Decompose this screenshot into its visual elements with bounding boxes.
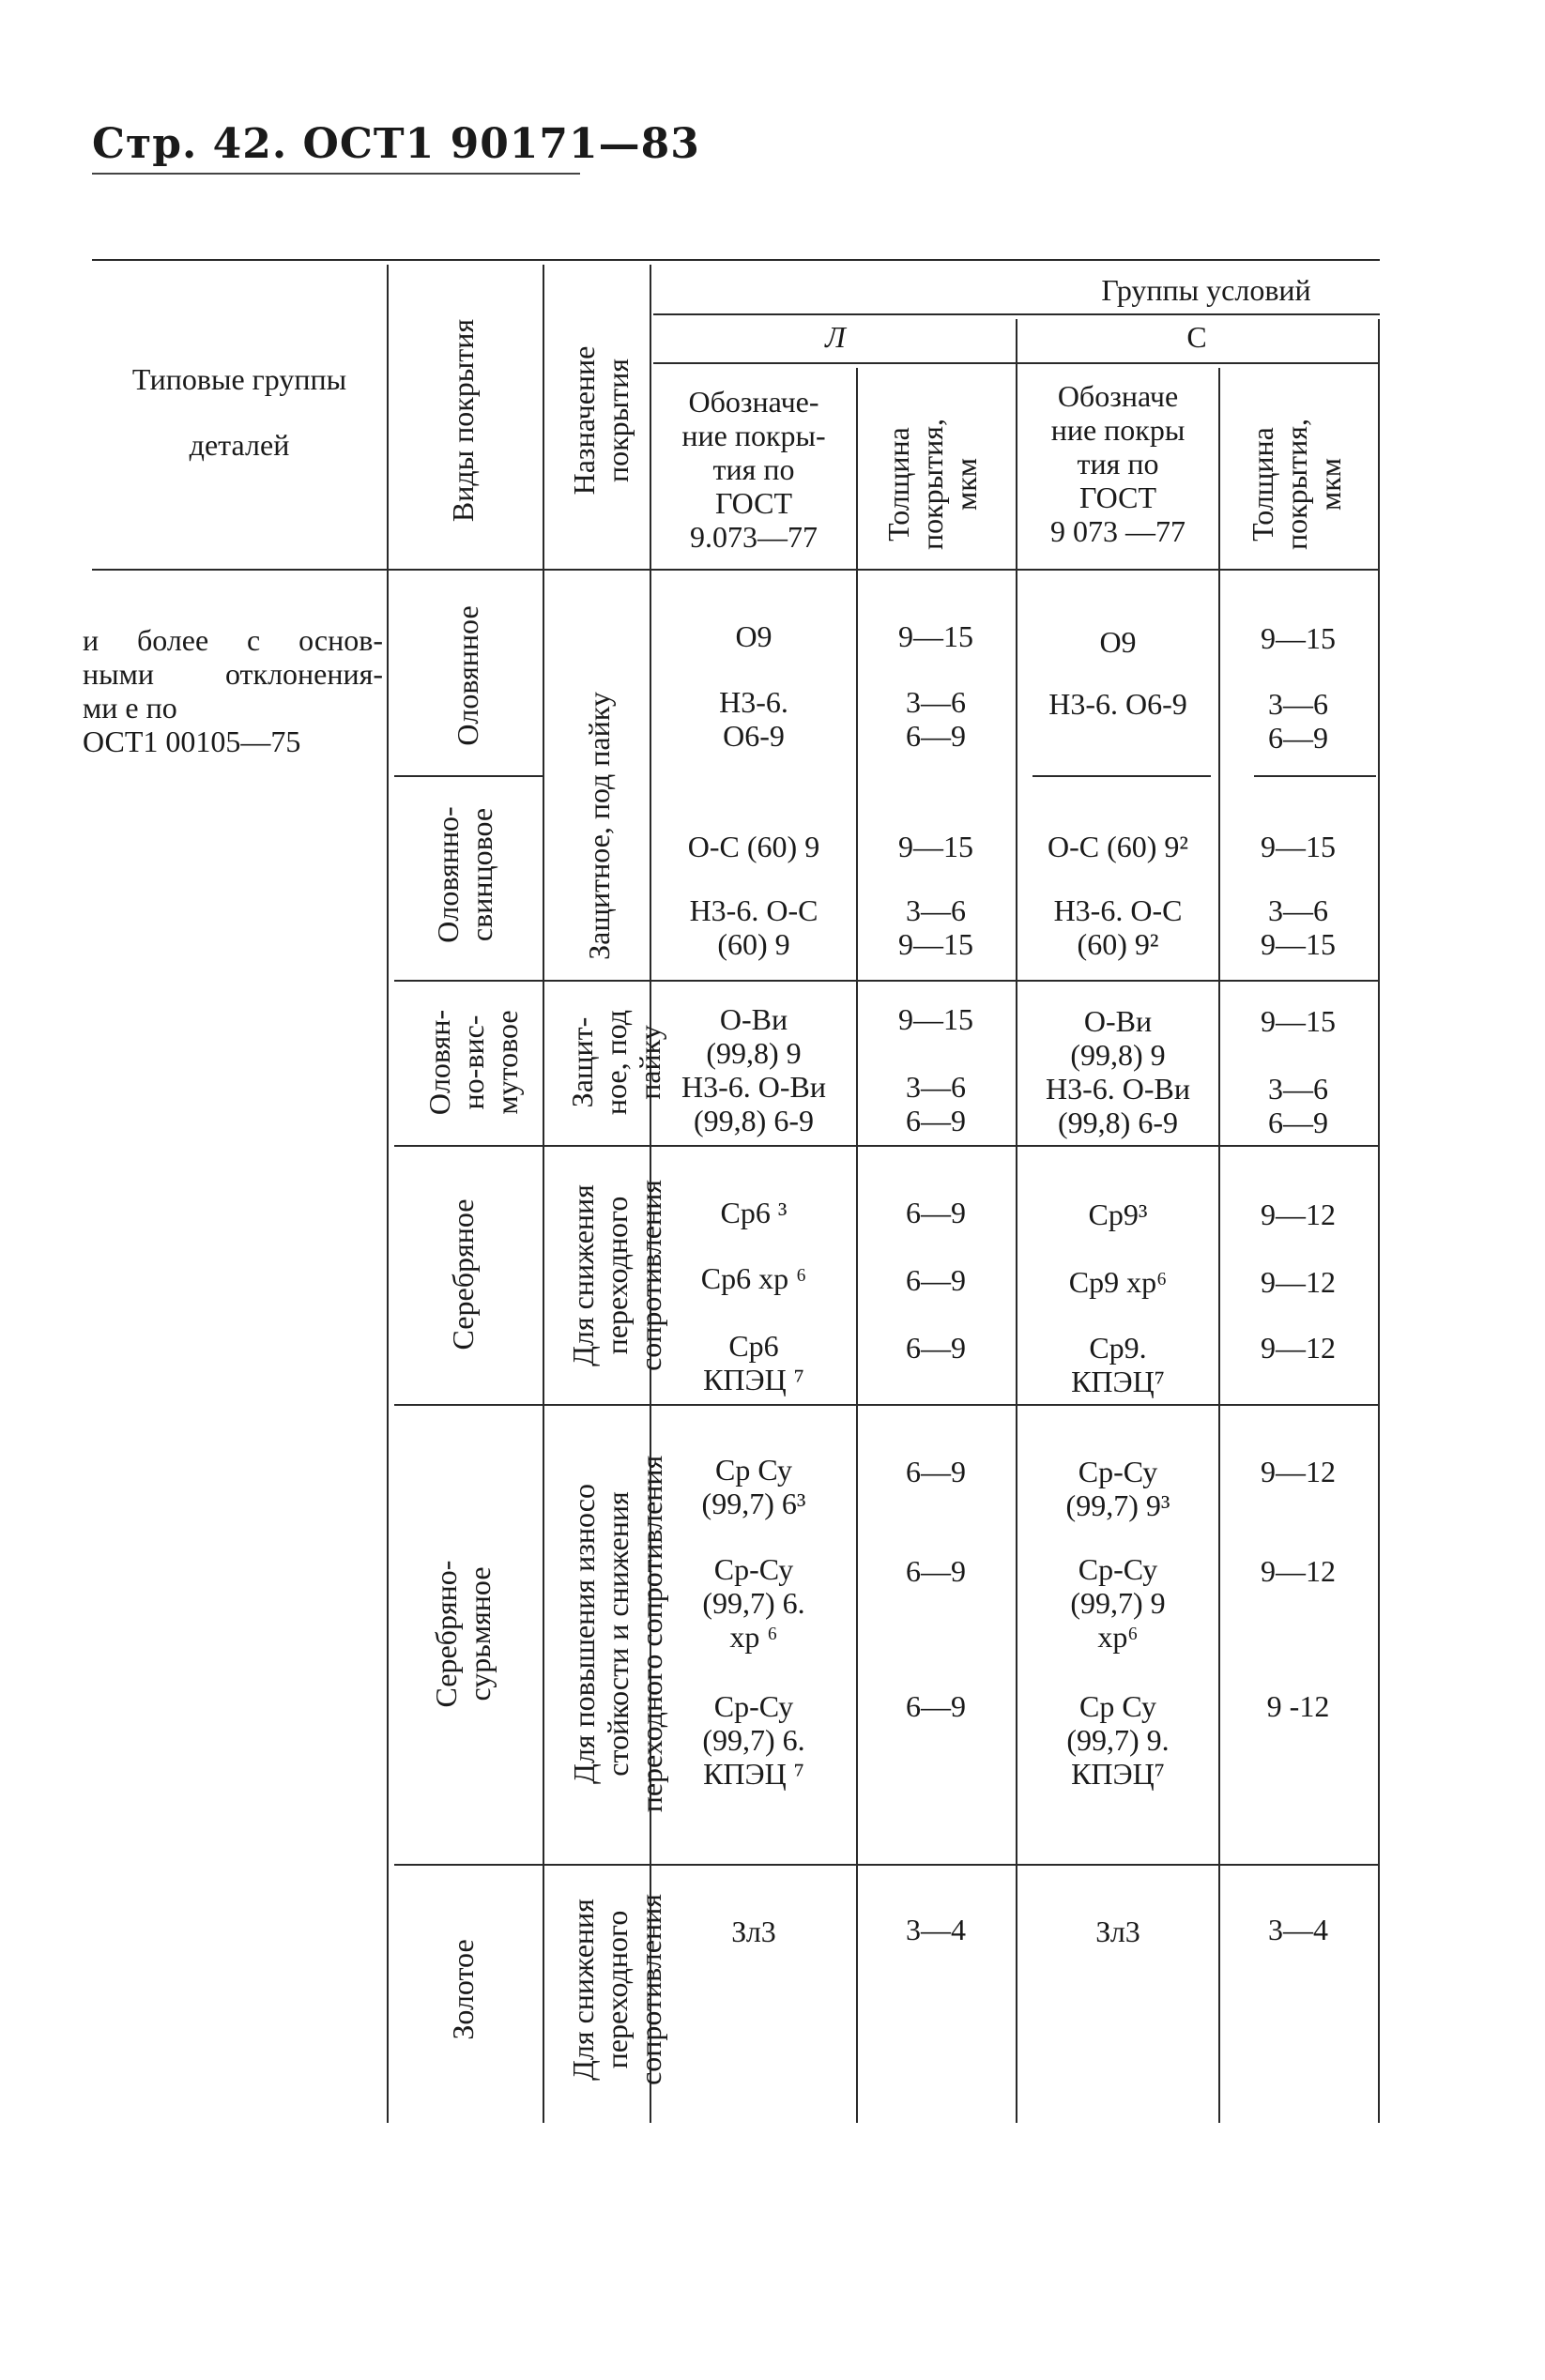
table-row bbox=[653, 893, 854, 961]
table-row bbox=[1019, 1331, 1216, 1398]
thickness-s: 3—6 bbox=[1268, 687, 1328, 721]
designation-l-line: тия по bbox=[712, 452, 795, 486]
thickness-s: 3—4 bbox=[1268, 1913, 1328, 1946]
table-row bbox=[858, 830, 1014, 863]
thickness-l-line: мкм bbox=[949, 457, 983, 511]
thickness-s: 9—12 bbox=[1261, 1265, 1336, 1299]
table-row bbox=[1220, 1331, 1376, 1365]
thickness-l: 6—9 bbox=[906, 719, 966, 753]
conditions-header: Группы условий bbox=[1101, 273, 1311, 307]
table-row bbox=[653, 1552, 854, 1654]
designation-s: Ср-Су bbox=[1078, 1552, 1158, 1586]
table-row bbox=[1019, 830, 1216, 863]
designation-s: (60) 9² bbox=[1077, 927, 1159, 961]
purpose-line: переходного сопротивления bbox=[635, 1455, 668, 1813]
coating-type-header: Виды покрытия bbox=[446, 318, 480, 523]
designation-s-line: Обозначе bbox=[1057, 379, 1179, 413]
table-row bbox=[1220, 621, 1376, 655]
designation-l-line: 9.073—77 bbox=[690, 520, 818, 554]
thickness-s-line: покрытия, bbox=[1279, 419, 1313, 550]
coating-type-line: сурьмяное bbox=[463, 1566, 497, 1701]
table-row bbox=[653, 1915, 854, 1948]
designation-s: Н3-6. О-Ви bbox=[1046, 1072, 1190, 1106]
purpose-gold bbox=[566, 1849, 671, 2130]
thickness-s: 6—9 bbox=[1268, 1106, 1328, 1139]
designation-l: Ср6 bbox=[728, 1329, 779, 1363]
designation-l: О-С (60) 9 bbox=[687, 830, 820, 863]
coating-type-silver-antimony bbox=[429, 1503, 500, 1765]
purpose-line: Для повышения износо bbox=[567, 1484, 601, 1784]
table-row bbox=[1019, 1265, 1216, 1299]
thickness-l: 6—9 bbox=[906, 1263, 966, 1297]
table-row bbox=[1220, 1004, 1376, 1038]
designation-l: Ср6 ³ bbox=[720, 1196, 788, 1229]
page-header: Стр. 42. ОСТ1 90171—83 bbox=[92, 120, 700, 168]
thickness-s-line: мкм bbox=[1313, 457, 1347, 511]
coating-type-line: но-вис- bbox=[456, 1015, 490, 1110]
table-row bbox=[858, 893, 1014, 961]
designation-s: (99,7) 9³ bbox=[1065, 1488, 1170, 1522]
table-row bbox=[1019, 1072, 1216, 1139]
thickness-l: 9—15 bbox=[898, 619, 973, 653]
designation-s-line: тия по bbox=[1077, 447, 1159, 481]
table-row bbox=[1220, 893, 1376, 961]
table-row bbox=[653, 1196, 854, 1229]
thickness-s: 9—15 bbox=[1261, 1004, 1336, 1038]
thickness-l: 6—9 bbox=[906, 1554, 966, 1588]
table-row bbox=[858, 1002, 1014, 1036]
coating-type-line: Серебряно- bbox=[429, 1560, 463, 1708]
designation-l: Ср-Су bbox=[713, 1552, 794, 1586]
thickness-l-header bbox=[881, 376, 987, 592]
designation-l-line: Обозначе- bbox=[688, 385, 819, 419]
coating-type-line: Оловян- bbox=[422, 1009, 456, 1116]
designation-s-line: ГОСТ bbox=[1078, 481, 1157, 514]
thickness-s-header bbox=[1246, 376, 1351, 592]
coating-type-gold: Золотое bbox=[446, 1939, 480, 2040]
section-rule-4 bbox=[394, 1404, 1378, 1406]
thickness-s-line: Толщина bbox=[1246, 427, 1279, 542]
thickness-s: 9—15 bbox=[1261, 927, 1336, 961]
table-row bbox=[1019, 1915, 1216, 1948]
designation-s: КПЭЦ⁷ bbox=[1071, 1757, 1165, 1791]
purpose-line: Для снижения bbox=[566, 1184, 600, 1366]
thickness-s: 3—6 bbox=[1268, 1072, 1328, 1106]
designation-s-line: ние покры bbox=[1050, 413, 1186, 447]
table-row bbox=[1220, 1913, 1376, 1946]
thickness-l: 6—9 bbox=[906, 1689, 966, 1723]
designation-s: Н3-6. О-С bbox=[1053, 893, 1183, 927]
designation-s: Ср Су bbox=[1079, 1689, 1156, 1723]
designation-l: Ср6 хр ⁶ bbox=[700, 1261, 807, 1295]
designation-l-line: ГОСТ bbox=[714, 486, 793, 520]
table-row bbox=[1220, 1198, 1376, 1231]
designation-s: Ср-Су bbox=[1078, 1455, 1158, 1488]
table-row bbox=[1019, 687, 1216, 721]
table-row bbox=[1220, 1265, 1376, 1299]
purpose-line: Для снижения bbox=[566, 1899, 600, 2081]
designation-l: (99,8) 9 bbox=[706, 1036, 802, 1070]
table-row bbox=[1019, 625, 1216, 659]
table-row bbox=[858, 1455, 1014, 1488]
group-s-header: С bbox=[1186, 320, 1207, 354]
coating-type-tin-lead bbox=[431, 771, 502, 978]
designation-l: (60) 9 bbox=[717, 927, 790, 961]
thickness-l: 3—6 bbox=[906, 1070, 966, 1104]
designation-l: О9 bbox=[735, 619, 772, 653]
designation-s: (99,7) 9. bbox=[1066, 1723, 1170, 1757]
purpose-header-line-1: Назначение bbox=[567, 345, 601, 496]
table-row bbox=[1019, 893, 1216, 961]
designation-s: Зл3 bbox=[1095, 1915, 1140, 1948]
group-description-line: и более с основ- bbox=[83, 623, 383, 657]
table-row bbox=[858, 1689, 1014, 1723]
header-underline bbox=[92, 173, 580, 175]
thickness-l-line: Толщина bbox=[881, 427, 915, 542]
designation-s: О-С (60) 9² bbox=[1047, 830, 1188, 863]
table-row bbox=[653, 685, 854, 753]
thickness-s: 9—15 bbox=[1261, 621, 1336, 655]
group-col-header-1: Типовые группы bbox=[131, 362, 347, 396]
purpose-line: пайку bbox=[633, 1025, 666, 1100]
designation-l: Н3-6. bbox=[719, 685, 788, 719]
designation-s-header bbox=[1019, 379, 1216, 548]
thickness-l: 3—4 bbox=[906, 1913, 966, 1946]
table-row bbox=[1019, 1689, 1216, 1791]
purpose-line: переходного bbox=[600, 1196, 634, 1355]
thickness-s: 9 -12 bbox=[1266, 1689, 1330, 1723]
purpose-line: переходного bbox=[600, 1910, 634, 2069]
table-row bbox=[858, 1913, 1014, 1946]
section-rule-1c bbox=[1033, 775, 1211, 777]
designation-l: Ср Су bbox=[715, 1453, 792, 1487]
table-row bbox=[653, 1689, 854, 1791]
group-col-header-2: деталей bbox=[189, 428, 290, 462]
designation-s: хр⁶ bbox=[1097, 1620, 1139, 1654]
designation-l: (99,8) 6-9 bbox=[694, 1104, 814, 1137]
conditions-rule bbox=[653, 313, 1380, 315]
purpose-line: сопротивления bbox=[634, 1180, 667, 1371]
group-description-line: ОСТ1 00105—75 bbox=[83, 725, 301, 758]
thickness-s: 6—9 bbox=[1268, 721, 1328, 755]
designation-s: (99,7) 9 bbox=[1070, 1586, 1166, 1620]
table-row bbox=[1220, 1554, 1376, 1588]
designation-s-line: 9 073 —77 bbox=[1050, 514, 1186, 548]
coating-type-line: мутовое bbox=[490, 1010, 524, 1115]
coating-type-line: Оловянно- bbox=[431, 806, 465, 943]
section-rule-2 bbox=[394, 980, 1378, 982]
col-divider-1 bbox=[387, 265, 389, 2123]
purpose-line: сопротивления bbox=[634, 1894, 667, 2085]
table-row bbox=[1019, 1552, 1216, 1654]
purpose-line: Защит- bbox=[565, 1016, 599, 1108]
table-row bbox=[1019, 1455, 1216, 1522]
table-row bbox=[858, 1196, 1014, 1229]
table-row bbox=[653, 1453, 854, 1520]
designation-s: О-Ви bbox=[1083, 1004, 1153, 1038]
thickness-s: 9—15 bbox=[1261, 830, 1336, 863]
thickness-s: 9—12 bbox=[1261, 1198, 1336, 1231]
coating-type-tin-bismuth bbox=[422, 987, 528, 1137]
header-bottom-rule bbox=[92, 569, 1380, 571]
thickness-s: 9—12 bbox=[1261, 1331, 1336, 1365]
table-row bbox=[653, 1261, 854, 1295]
designation-s: (99,8) 9 bbox=[1070, 1038, 1166, 1072]
designation-l: Ср-Су bbox=[713, 1689, 794, 1723]
thickness-l: 9—15 bbox=[898, 830, 973, 863]
designation-l: О-Ви bbox=[719, 1002, 788, 1036]
table-row bbox=[1220, 1455, 1376, 1488]
designation-l: Н3-6. О-Ви bbox=[681, 1070, 826, 1104]
thickness-l: 9—15 bbox=[898, 1002, 973, 1036]
thickness-l: 9—15 bbox=[898, 927, 973, 961]
section-rule-1b bbox=[1254, 775, 1376, 777]
table-row bbox=[858, 1331, 1014, 1365]
table-row bbox=[653, 1070, 854, 1137]
designation-l: КПЭЦ ⁷ bbox=[703, 1363, 804, 1396]
table-row bbox=[1220, 830, 1376, 863]
thickness-s: 9—12 bbox=[1261, 1554, 1336, 1588]
table-row bbox=[858, 685, 1014, 753]
thickness-l: 6—9 bbox=[906, 1104, 966, 1137]
designation-l-line: ние покры- bbox=[681, 419, 826, 452]
purpose-line: стойкости и снижения bbox=[601, 1491, 635, 1777]
group-l-header: Л bbox=[825, 320, 846, 354]
purpose-header-line-2: покрытия bbox=[601, 359, 635, 482]
table-row bbox=[1220, 1689, 1376, 1723]
table-row bbox=[858, 1070, 1014, 1137]
designation-s: Ср9 хр⁶ bbox=[1068, 1265, 1168, 1299]
table-row bbox=[653, 1329, 854, 1396]
table-row bbox=[1220, 1072, 1376, 1139]
table-row bbox=[1220, 687, 1376, 755]
group-description-line: ными отклонения- bbox=[83, 657, 383, 691]
table-row bbox=[858, 619, 1014, 653]
designation-l: Н3-6. О-С bbox=[689, 893, 818, 927]
section-rule-3 bbox=[394, 1145, 1378, 1147]
purpose-tin: Защитное, под пайку bbox=[582, 692, 616, 960]
designation-l: хр ⁶ bbox=[729, 1620, 778, 1654]
thickness-l: 3—6 bbox=[906, 893, 966, 927]
designation-l: КПЭЦ ⁷ bbox=[703, 1757, 804, 1791]
designation-l: Зл3 bbox=[731, 1915, 776, 1948]
designation-s: Ср9³ bbox=[1088, 1198, 1148, 1231]
coating-type-line: свинцовое bbox=[465, 807, 498, 942]
thickness-s: 3—6 bbox=[1268, 893, 1328, 927]
table-row bbox=[1019, 1198, 1216, 1231]
designation-l: (99,7) 6. bbox=[702, 1586, 805, 1620]
group-description-line: ми е по bbox=[83, 691, 177, 725]
table-row bbox=[653, 619, 854, 653]
col-divider-2 bbox=[543, 265, 544, 2123]
coating-type-silver: Серебряное bbox=[446, 1198, 480, 1350]
table-row bbox=[1019, 1004, 1216, 1072]
thickness-l: 6—9 bbox=[906, 1331, 966, 1365]
col-divider-5 bbox=[1016, 319, 1017, 2123]
designation-s: Ср9. bbox=[1089, 1331, 1147, 1365]
purpose-header bbox=[567, 298, 638, 542]
designation-s: КПЭЦ⁷ bbox=[1071, 1365, 1165, 1398]
designation-s: Н3-6. О6-9 bbox=[1048, 687, 1187, 721]
coating-type-tin: Оловянное bbox=[451, 605, 484, 746]
table-row bbox=[858, 1554, 1014, 1588]
table-row bbox=[653, 830, 854, 863]
purpose-line: ное, под bbox=[599, 1009, 633, 1116]
table-row bbox=[653, 1002, 854, 1070]
section-rule-5 bbox=[394, 1864, 1378, 1866]
designation-s: О9 bbox=[1099, 625, 1137, 659]
designation-l: О6-9 bbox=[723, 719, 785, 753]
thickness-l: 6—9 bbox=[906, 1455, 966, 1488]
designation-l: (99,7) 6³ bbox=[701, 1487, 806, 1520]
designation-l-header bbox=[653, 385, 854, 554]
thickness-l-line: покрытия, bbox=[915, 419, 949, 550]
designation-s: (99,8) 6-9 bbox=[1058, 1106, 1178, 1139]
thickness-l: 6—9 bbox=[906, 1196, 966, 1229]
designation-l: (99,7) 6. bbox=[702, 1723, 805, 1757]
group-description bbox=[83, 623, 383, 758]
thickness-l: 3—6 bbox=[906, 685, 966, 719]
table-row bbox=[858, 1263, 1014, 1297]
col-divider-7 bbox=[1378, 319, 1380, 2123]
thickness-s: 9—12 bbox=[1261, 1455, 1336, 1488]
table-top-rule bbox=[92, 259, 1380, 261]
